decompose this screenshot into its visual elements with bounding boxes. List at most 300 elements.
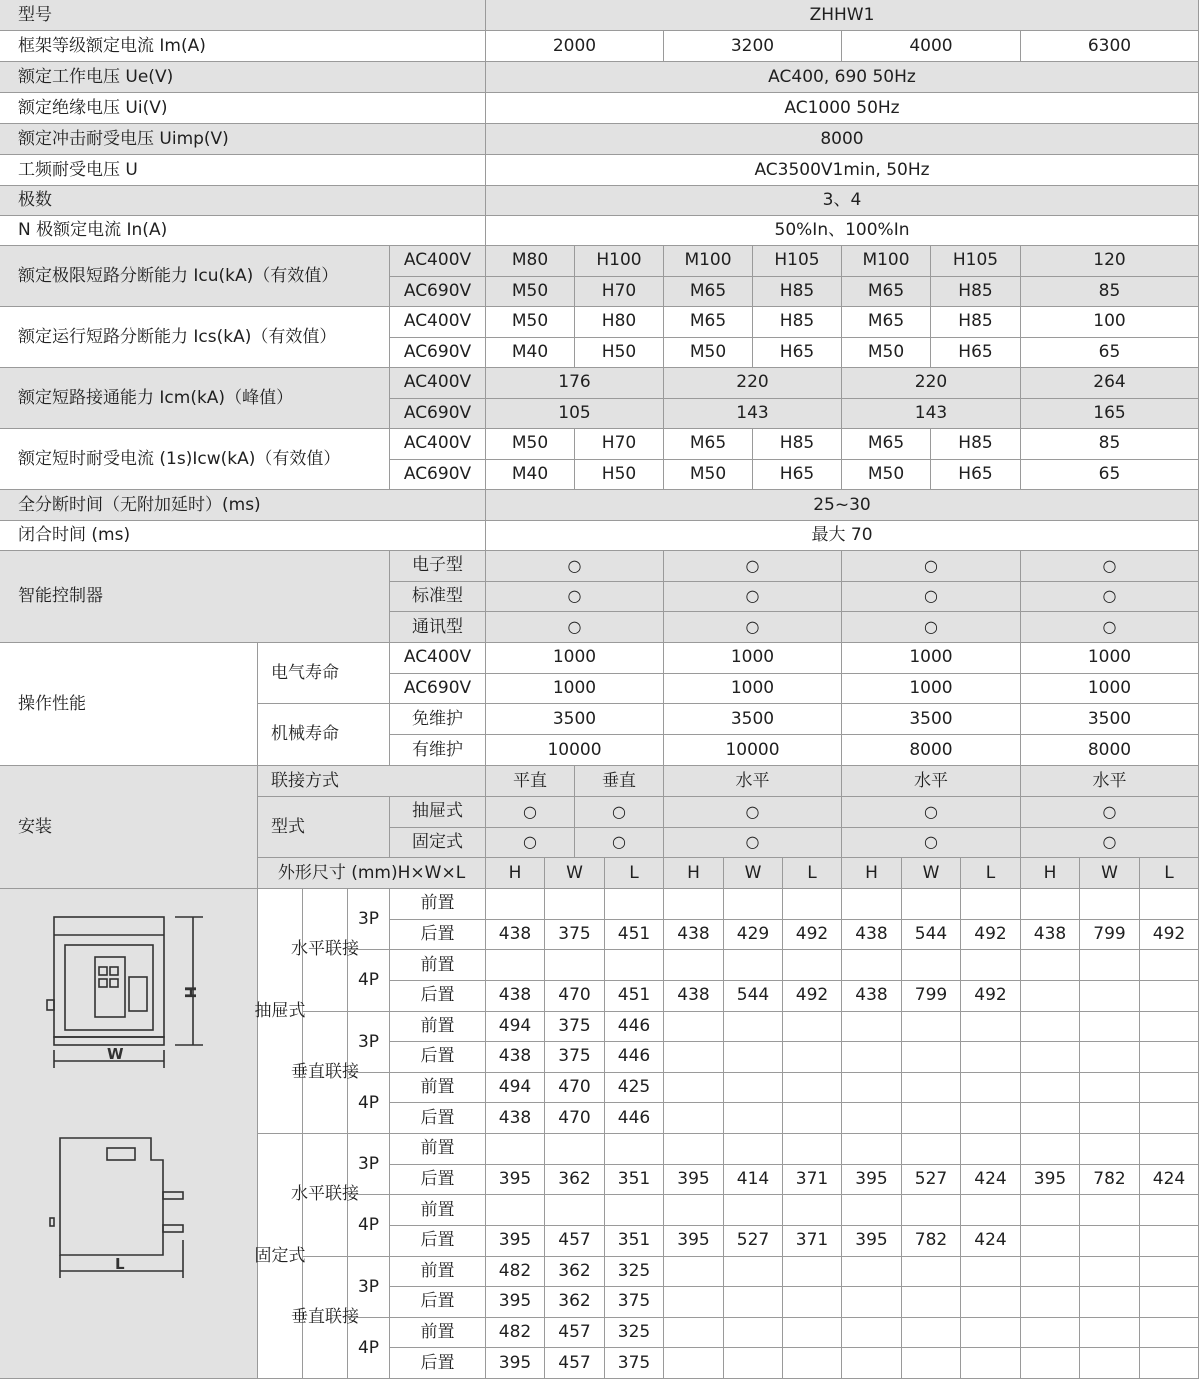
dimension-value (1021, 950, 1080, 981)
dimension-value (1021, 1348, 1080, 1379)
position-label: 前置 (390, 1012, 486, 1043)
dimension-value (1021, 1134, 1080, 1165)
spec-value: AC400, 690 50Hz (486, 62, 1199, 93)
dimension-value: 395 (664, 1165, 724, 1196)
vertical-char: 抽 (254, 1000, 272, 1021)
dimension-value: 492 (783, 920, 842, 951)
position-label: 后置 (390, 1348, 486, 1379)
spec-label: 额定工作电压 Ue(V) (0, 62, 486, 93)
dimension-value (961, 1103, 1021, 1134)
rating-value: H65 (931, 460, 1021, 491)
dimension-value: 438 (842, 920, 902, 951)
dimension-value: 438 (1021, 920, 1080, 951)
rating-value: 85 (1021, 277, 1199, 308)
rating-value: M65 (842, 307, 931, 338)
vertical-char: 4 (357, 970, 369, 991)
rating-label: 额定短路接通能力 Icm(kA)（峰值） (0, 368, 390, 429)
dimension-value (1080, 1257, 1140, 1288)
support-mark: ○ (575, 828, 664, 859)
life-value: 3500 (664, 704, 842, 735)
dimension-value (902, 1195, 961, 1226)
life-value: 1000 (1021, 643, 1199, 674)
dimension-value (902, 1257, 961, 1288)
spec-value: AC1000 50Hz (486, 93, 1199, 124)
dimension-value (724, 1257, 783, 1288)
dimension-value (902, 1287, 961, 1318)
dimension-value (1080, 1318, 1140, 1349)
pole-label (348, 1012, 390, 1073)
dimension-label: 外形尺寸 (mm)H×W×L (258, 858, 486, 889)
support-mark: ○ (486, 551, 664, 582)
vertical-char: P (368, 1276, 380, 1297)
dimension-value: 457 (545, 1348, 605, 1379)
drawer-type-front-drawing (45, 905, 215, 1075)
vertical-char: 4 (357, 1337, 369, 1358)
mount-type-label (254, 1134, 306, 1379)
dimension-value (842, 1012, 902, 1043)
rating-value: 65 (1021, 338, 1199, 369)
dimension-value (664, 1318, 724, 1349)
voltage-label: AC690V (390, 338, 486, 369)
life-value: 8000 (842, 735, 1021, 766)
dimension-value: 492 (961, 920, 1021, 951)
vertical-char: 固 (254, 1245, 272, 1266)
voltage-label: AC690V (390, 277, 486, 308)
frame-value: 6300 (1021, 31, 1199, 62)
dimension-value (961, 889, 1021, 920)
dimension-value (1140, 981, 1199, 1012)
dimension-value (783, 950, 842, 981)
dimension-value: 446 (605, 1103, 664, 1134)
dimension-value: 325 (605, 1318, 664, 1349)
vertical-char: 垂 (291, 1306, 308, 1327)
dimension-value: 470 (545, 981, 605, 1012)
dimension-value (902, 1012, 961, 1043)
dimension-value (1080, 1195, 1140, 1226)
dimension-value: 429 (724, 920, 783, 951)
rating-value: 65 (1021, 460, 1199, 491)
rating-value: H70 (575, 277, 664, 308)
dimension-value (1140, 1195, 1199, 1226)
support-mark: ○ (842, 551, 1021, 582)
support-mark: ○ (1021, 797, 1199, 828)
support-mark: ○ (486, 612, 664, 643)
dimension-value (545, 889, 605, 920)
dimension-value: 438 (664, 981, 724, 1012)
support-mark: ○ (486, 828, 575, 859)
frame-value: 2000 (486, 31, 664, 62)
support-mark: ○ (1021, 612, 1199, 643)
dimension-value: 395 (664, 1226, 724, 1257)
connection-type-label (291, 1134, 359, 1257)
dimension-value (1140, 1226, 1199, 1257)
vertical-char: 接 (342, 1184, 359, 1205)
dimension-value (783, 1134, 842, 1165)
dimension-value (605, 950, 664, 981)
dimension-value (1080, 1012, 1140, 1043)
dimension-value (842, 1103, 902, 1134)
dimension-value: 782 (1080, 1165, 1140, 1196)
life-value: 3500 (486, 704, 664, 735)
dimension-value (724, 889, 783, 920)
voltage-label: AC690V (390, 674, 486, 705)
dimension-value (724, 950, 783, 981)
dimension-value (1140, 1073, 1199, 1104)
rating-value: H105 (931, 246, 1021, 277)
life-value: 1000 (842, 674, 1021, 705)
dimension-value (724, 1195, 783, 1226)
spec-value: 50%In、100%In (486, 216, 1199, 246)
dimension-value (1080, 1226, 1140, 1257)
dimension-value (1140, 950, 1199, 981)
dimension-value (545, 1134, 605, 1165)
support-mark: ○ (664, 828, 842, 859)
dimension-value (902, 889, 961, 920)
dimension-value (783, 1012, 842, 1043)
rating-value: M65 (842, 429, 931, 460)
vertical-char: 4 (357, 1215, 369, 1236)
dimension-axis: W (724, 858, 783, 889)
support-mark: ○ (842, 612, 1021, 643)
connection-type-label (291, 889, 359, 1012)
dimension-value (1080, 889, 1140, 920)
vertical-char: 接 (342, 1061, 359, 1082)
rating-value: H85 (931, 307, 1021, 338)
support-mark: ○ (486, 797, 575, 828)
dimension-value (1080, 1134, 1140, 1165)
dimension-value: 395 (486, 1287, 545, 1318)
dimension-value: 544 (724, 981, 783, 1012)
dimension-value (961, 950, 1021, 981)
vertical-char: 垂 (291, 1061, 308, 1082)
pole-label (348, 1257, 390, 1318)
position-label: 后置 (390, 1287, 486, 1318)
dimension-value: 482 (486, 1257, 545, 1288)
rating-value: M65 (664, 429, 753, 460)
dimension-value (664, 1103, 724, 1134)
dimension-value (1080, 1042, 1140, 1073)
width-label: W (107, 1045, 124, 1063)
rating-value: M50 (486, 307, 575, 338)
install-label: 安装 (0, 766, 258, 889)
rating-value: H85 (931, 429, 1021, 460)
vertical-char: 平 (308, 939, 325, 960)
dimension-value: 424 (961, 1226, 1021, 1257)
dimension-value (664, 1287, 724, 1318)
voltage-label: AC690V (390, 399, 486, 430)
rating-value: H100 (575, 246, 664, 277)
support-mark: ○ (1021, 551, 1199, 582)
position-label: 前置 (390, 889, 486, 920)
dimension-value (842, 1287, 902, 1318)
vertical-char: 3 (357, 1154, 369, 1175)
support-mark: ○ (842, 828, 1021, 859)
life-value: 1000 (486, 643, 664, 674)
dimension-value (1021, 1073, 1080, 1104)
rating-label: 额定极限短路分断能力 Icu(kA)（有效值） (0, 246, 390, 307)
dimension-value: 527 (724, 1226, 783, 1257)
dimension-value (605, 889, 664, 920)
dimension-value: 799 (1080, 920, 1140, 951)
voltage-label: AC400V (390, 429, 486, 460)
connection-type-label (291, 1257, 359, 1379)
dimension-value (783, 1318, 842, 1349)
vertical-char: 直 (308, 1306, 325, 1327)
dimension-value (842, 1042, 902, 1073)
pole-label (348, 1318, 390, 1379)
dimension-value (961, 1195, 1021, 1226)
dimension-value: 395 (842, 1226, 902, 1257)
dimension-value (724, 1073, 783, 1104)
support-mark: ○ (575, 797, 664, 828)
dimension-axis: L (1140, 858, 1199, 889)
rating-value: 100 (1021, 307, 1199, 338)
rating-value: 264 (1021, 368, 1199, 399)
dimension-value: 395 (486, 1165, 545, 1196)
rating-value: H65 (753, 338, 842, 369)
dimension-value (664, 1012, 724, 1043)
close-time-label: 闭合时间 (ms) (0, 521, 486, 551)
dimension-value (1140, 1348, 1199, 1379)
dimension-value: 492 (961, 981, 1021, 1012)
position-label: 前置 (390, 1195, 486, 1226)
dimension-value: 362 (545, 1165, 605, 1196)
dimension-value: 482 (486, 1318, 545, 1349)
rating-value: M65 (664, 307, 753, 338)
dimension-value (902, 950, 961, 981)
controller-type: 通讯型 (390, 612, 486, 643)
vertical-char: 联 (325, 1061, 342, 1082)
dimension-value (842, 1257, 902, 1288)
dimension-value: 527 (902, 1165, 961, 1196)
dimension-value (842, 1195, 902, 1226)
controller-type: 标准型 (390, 582, 486, 613)
dimension-value: 438 (486, 1103, 545, 1134)
dimension-value (1021, 1012, 1080, 1043)
model-value: ZHHW1 (486, 0, 1199, 31)
dimension-value (664, 1257, 724, 1288)
dimension-value: 799 (902, 981, 961, 1012)
rating-value: M40 (486, 460, 575, 491)
support-mark: ○ (664, 612, 842, 643)
vertical-char: 3 (357, 1031, 369, 1052)
dimension-axis: H (486, 858, 545, 889)
rating-value: H50 (575, 338, 664, 369)
dimension-value (961, 1042, 1021, 1073)
connection-value: 水平 (664, 766, 842, 797)
dimension-value: 371 (783, 1165, 842, 1196)
pole-label (348, 1073, 390, 1134)
voltage-label: AC400V (390, 307, 486, 338)
type-value: 抽屉式 (390, 797, 486, 828)
life-value: 10000 (486, 735, 664, 766)
rating-value: M65 (664, 277, 753, 308)
dimension-value (902, 1103, 961, 1134)
voltage-label: AC690V (390, 460, 486, 491)
dimension-value (961, 1287, 1021, 1318)
vertical-char: P (368, 1215, 380, 1236)
life-value: 1000 (486, 674, 664, 705)
support-mark: ○ (664, 797, 842, 828)
dimension-axis: H (842, 858, 902, 889)
dimension-value (664, 950, 724, 981)
position-label: 后置 (390, 1042, 486, 1073)
rating-value: 165 (1021, 399, 1199, 430)
dimension-value: 375 (605, 1348, 664, 1379)
dimension-value (724, 1348, 783, 1379)
dimension-axis: L (783, 858, 842, 889)
position-label: 前置 (390, 1134, 486, 1165)
position-label: 前置 (390, 1257, 486, 1288)
maintenance-label: 有维护 (390, 735, 486, 766)
dimension-value (1140, 1012, 1199, 1043)
dimension-value (664, 1348, 724, 1379)
dimension-value: 425 (605, 1073, 664, 1104)
support-mark: ○ (1021, 582, 1199, 613)
dimension-value (842, 1134, 902, 1165)
rating-value: H65 (753, 460, 842, 491)
rating-value: 85 (1021, 429, 1199, 460)
dimension-value: 351 (605, 1165, 664, 1196)
life-value: 10000 (664, 735, 842, 766)
rating-value: M50 (842, 338, 931, 369)
dimension-value (724, 1287, 783, 1318)
dimension-value (1080, 1287, 1140, 1318)
rating-label: 额定运行短路分断能力 Ics(kA)（有效值） (0, 307, 390, 368)
dimension-value (842, 1348, 902, 1379)
vertical-char: 4 (357, 1092, 369, 1113)
spec-label: N 极额定电流 In(A) (0, 216, 486, 246)
dimension-value (664, 1073, 724, 1104)
dimension-value: 362 (545, 1257, 605, 1288)
dimension-axis: L (961, 858, 1021, 889)
rating-value: H105 (753, 246, 842, 277)
dimension-value (1140, 1134, 1199, 1165)
dimension-value (1021, 1103, 1080, 1134)
frame-label: 框架等级额定电流 Im(A) (0, 31, 486, 62)
life-value: 1000 (842, 643, 1021, 674)
dimension-value (664, 1195, 724, 1226)
rating-value: H70 (575, 429, 664, 460)
vertical-char: P (368, 1154, 380, 1175)
dimension-value: 438 (486, 1042, 545, 1073)
connection-label: 联接方式 (258, 766, 486, 797)
dimension-value: 424 (1140, 1165, 1199, 1196)
dimension-value: 438 (486, 920, 545, 951)
length-label: L (115, 1255, 125, 1273)
dimension-value: 782 (902, 1226, 961, 1257)
dimension-value (961, 1348, 1021, 1379)
vertical-char: 3 (357, 909, 369, 930)
pole-label (348, 1195, 390, 1256)
vertical-char: 水 (291, 1184, 308, 1205)
rating-value: M100 (842, 246, 931, 277)
rating-value: H50 (575, 460, 664, 491)
rating-value: 143 (664, 399, 842, 430)
position-label: 前置 (390, 1073, 486, 1104)
dimension-value: 446 (605, 1012, 664, 1043)
dimension-value (1080, 1348, 1140, 1379)
voltage-label: AC400V (390, 643, 486, 674)
dimension-axis: H (664, 858, 724, 889)
controller-label: 智能控制器 (0, 551, 390, 643)
height-label: H (181, 986, 199, 999)
voltage-label: AC400V (390, 246, 486, 277)
dimension-value (961, 1073, 1021, 1104)
spec-value: 3、4 (486, 186, 1199, 216)
dimension-value (902, 1318, 961, 1349)
dimension-value (1140, 1287, 1199, 1318)
dimension-value: 457 (545, 1318, 605, 1349)
rating-value: M50 (842, 460, 931, 491)
dimension-value (605, 1134, 664, 1165)
rating-value: M40 (486, 338, 575, 369)
dimension-value (486, 950, 545, 981)
vertical-char: P (368, 1337, 380, 1358)
dimension-value (724, 1134, 783, 1165)
rating-value: M50 (664, 460, 753, 491)
rating-value: M100 (664, 246, 753, 277)
dimension-value (1080, 1073, 1140, 1104)
rating-label: 额定短时耐受电流 (1s)Icw(kA)（有效值） (0, 429, 390, 490)
rating-value: M50 (486, 429, 575, 460)
dimension-value (724, 1318, 783, 1349)
dimension-value (902, 1042, 961, 1073)
life-value: 3500 (842, 704, 1021, 735)
dimension-value (842, 950, 902, 981)
dimension-value (1021, 1195, 1080, 1226)
vertical-char: 式 (288, 1000, 306, 1021)
dimension-value (1140, 889, 1199, 920)
vertical-char: 屉 (271, 1000, 289, 1021)
dimension-value: 325 (605, 1257, 664, 1288)
dimension-value (1021, 1287, 1080, 1318)
controller-type: 电子型 (390, 551, 486, 582)
dimension-value: 375 (545, 1042, 605, 1073)
connection-type-label (291, 1012, 359, 1135)
pole-label (348, 889, 390, 950)
connection-value: 平直 (486, 766, 575, 797)
connection-value: 水平 (842, 766, 1021, 797)
voltage-label: AC400V (390, 368, 486, 399)
vertical-char: P (368, 970, 380, 991)
vertical-char: 水 (291, 939, 308, 960)
rating-value: 176 (486, 368, 664, 399)
spec-label: 工频耐受电压 U (0, 155, 486, 186)
pole-label (348, 1134, 390, 1195)
support-mark: ○ (486, 582, 664, 613)
dimension-value: 375 (545, 920, 605, 951)
vertical-char: 联 (325, 1184, 342, 1205)
dimension-value: 362 (545, 1287, 605, 1318)
dimension-value (842, 1318, 902, 1349)
dimension-value (1021, 1042, 1080, 1073)
dimension-value (1140, 1103, 1199, 1134)
dimension-value (664, 1134, 724, 1165)
vertical-char: 直 (308, 1061, 325, 1082)
life-value: 1000 (1021, 674, 1199, 705)
mechanical-life-label: 机械寿命 (258, 704, 390, 766)
dimension-value (842, 1073, 902, 1104)
support-mark: ○ (664, 551, 842, 582)
type-label: 型式 (258, 797, 390, 858)
dimension-value: 395 (486, 1226, 545, 1257)
drawer-type-side-drawing (45, 1130, 215, 1290)
life-value: 1000 (664, 643, 842, 674)
dimension-value: 451 (605, 981, 664, 1012)
dimension-value: 494 (486, 1012, 545, 1043)
dimension-value (1021, 1257, 1080, 1288)
